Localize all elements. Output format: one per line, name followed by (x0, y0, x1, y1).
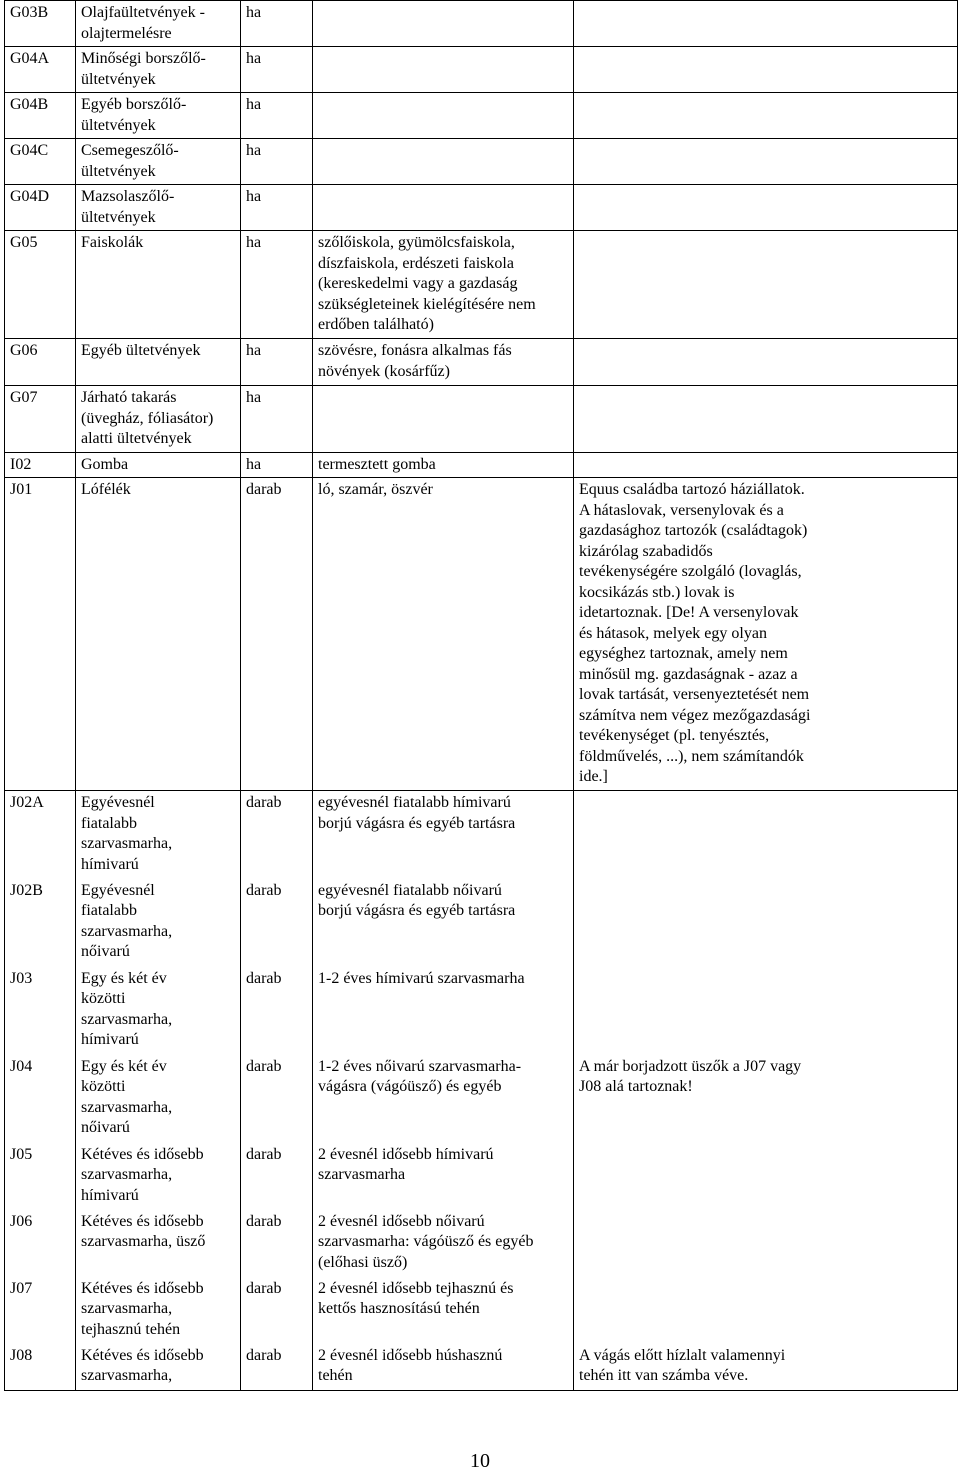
row-unit: ha (241, 453, 313, 478)
table-row (5, 47, 958, 93)
row-unit: ha (241, 185, 313, 231)
row-unit: darab (241, 1277, 313, 1344)
row-note (574, 339, 958, 386)
table-row (5, 185, 958, 231)
row-note: A már borjadzott üszők a J07 vagy J08 alá tartoznak! (574, 1055, 958, 1143)
row-unit: ha (241, 386, 313, 453)
table-row (5, 386, 958, 453)
row-description: szőlőiskola, gyümölcsfaiskola, díszfaiskola, erdészeti faiskola (kereskedelmi vagy a gazdaság szükségleteinek kielégítésére nem erdőben található) (313, 231, 574, 339)
row-name: Egyéb borszőlő- ültetvények (76, 93, 241, 139)
page-number: 10 (470, 1450, 490, 1472)
row-name: Járható takarás (üvegház, fóliasátor) alatti ültetvények (76, 386, 241, 453)
table-row (5, 1, 958, 47)
row-unit: ha (241, 93, 313, 139)
row-name: Olajfaültetvények - olajtermelésre (76, 1, 241, 47)
row-note (574, 185, 958, 231)
row-unit: darab (241, 1344, 313, 1391)
row-note: Equus családba tartozó háziállatok. A hátaslovak, versenylovak és a gazdasághoz tartozók (családtagok) kizárólag szabadidős tevékenységére szolgáló (lovaglás, kocsikázás stb.) lovak is idetartoznak. [De! A versenylovak és hátasok, melyek egy olyan egységhez tartoznak, amely nem minősül mg. gazdaságnak - azaz a lovak tartását, versenyeztetését nem számítva nem végez mezőgazdasági tevékenységet (pl. tenyésztés, földművelés, ...), nem számítandók ide.] (574, 478, 958, 791)
row-description: 1-2 éves hímivarú szarvasmarha (313, 967, 574, 1055)
row-note (574, 453, 958, 478)
row-note: A vágás előtt hízlalt valamennyi tehén itt van számba véve. (574, 1344, 958, 1391)
row-unit: ha (241, 339, 313, 386)
row-code: G04A (5, 47, 76, 93)
row-name: Egy és két év közötti szarvasmarha, hímivarú (76, 967, 241, 1055)
row-unit: darab (241, 1210, 313, 1277)
row-code: G07 (5, 386, 76, 453)
table-row (5, 339, 958, 386)
row-note (574, 1143, 958, 1210)
row-description: termesztett gomba (313, 453, 574, 478)
row-description: szövésre, fonásra alkalmas fás növények (kosárfűz) (313, 339, 574, 386)
row-code: J02A (5, 791, 76, 879)
table-row (5, 231, 958, 339)
row-code: G05 (5, 231, 76, 339)
row-note (574, 791, 958, 879)
table-row (5, 478, 958, 791)
row-name: Kétéves és idősebb szarvasmarha, tejhasznú tehén (76, 1277, 241, 1344)
row-name: Mazsolaszőlő- ültetvények (76, 185, 241, 231)
row-description: 2 évesnél idősebb húshasznú tehén (313, 1344, 574, 1391)
row-note (574, 386, 958, 453)
row-unit: ha (241, 231, 313, 339)
row-name: Kétéves és idősebb szarvasmarha, hímivarú (76, 1143, 241, 1210)
row-unit: ha (241, 139, 313, 185)
row-name: Faiskolák (76, 231, 241, 339)
row-description (313, 47, 574, 93)
table-row (5, 1210, 958, 1277)
row-name: Kétéves és idősebb szarvasmarha, üsző (76, 1210, 241, 1277)
row-code: J06 (5, 1210, 76, 1277)
row-description: egyévesnél fiatalabb nőivarú borjú vágásra és egyéb tartásra (313, 879, 574, 967)
row-note (574, 967, 958, 1055)
row-name: Csemegeszőlő- ültetvények (76, 139, 241, 185)
row-note (574, 1277, 958, 1344)
row-name: Egyévesnél fiatalabb szarvasmarha, nőivarú (76, 879, 241, 967)
row-unit: darab (241, 791, 313, 879)
row-description: 2 évesnél idősebb nőivarú szarvasmarha: vágóüsző és egyéb (előhasi üsző) (313, 1210, 574, 1277)
row-description: 1-2 éves nőivarú szarvasmarha- vágásra (vágóüsző) és egyéb (313, 1055, 574, 1143)
row-code: J08 (5, 1344, 76, 1391)
row-name: Lófélék (76, 478, 241, 791)
row-note (574, 1, 958, 47)
row-unit: darab (241, 478, 313, 791)
table-row (5, 879, 958, 967)
row-code: J05 (5, 1143, 76, 1210)
table-row (5, 139, 958, 185)
row-unit: darab (241, 1143, 313, 1210)
row-note (574, 1210, 958, 1277)
row-code: G03B (5, 1, 76, 47)
row-description (313, 93, 574, 139)
row-description (313, 386, 574, 453)
table-row (5, 1143, 958, 1210)
row-note (574, 47, 958, 93)
row-note (574, 139, 958, 185)
row-name: Minőségi borszőlő- ültetvények (76, 47, 241, 93)
row-name: Egyéb ültetvények (76, 339, 241, 386)
row-name: Gomba (76, 453, 241, 478)
row-description (313, 1, 574, 47)
row-name: Kétéves és idősebb szarvasmarha, (76, 1344, 241, 1391)
row-unit: darab (241, 1055, 313, 1143)
table-row (5, 1055, 958, 1143)
table-row (5, 453, 958, 478)
row-unit: darab (241, 879, 313, 967)
category-table (4, 0, 958, 1391)
row-code: J02B (5, 879, 76, 967)
row-note (574, 93, 958, 139)
row-description: 2 évesnél idősebb hímivarú szarvasmarha (313, 1143, 574, 1210)
row-description (313, 139, 574, 185)
table-row (5, 967, 958, 1055)
row-unit: darab (241, 967, 313, 1055)
row-note (574, 231, 958, 339)
row-description (313, 185, 574, 231)
row-code: J03 (5, 967, 76, 1055)
table-row (5, 791, 958, 879)
row-code: G04D (5, 185, 76, 231)
row-note (574, 879, 958, 967)
row-code: G06 (5, 339, 76, 386)
row-code: G04C (5, 139, 76, 185)
row-code: J01 (5, 478, 76, 791)
row-description: 2 évesnél idősebb tejhasznú és kettős hasznosítású tehén (313, 1277, 574, 1344)
row-code: I02 (5, 453, 76, 478)
row-name: Egyévesnél fiatalabb szarvasmarha, hímivarú (76, 791, 241, 879)
table-row (5, 1277, 958, 1344)
row-name: Egy és két év közötti szarvasmarha, nőivarú (76, 1055, 241, 1143)
table-row (5, 1344, 958, 1391)
table-row (5, 93, 958, 139)
row-description: egyévesnél fiatalabb hímivarú borjú vágásra és egyéb tartásra (313, 791, 574, 879)
row-unit: ha (241, 1, 313, 47)
row-code: J04 (5, 1055, 76, 1143)
row-code: G04B (5, 93, 76, 139)
row-code: J07 (5, 1277, 76, 1344)
row-description: ló, szamár, öszvér (313, 478, 574, 791)
row-unit: ha (241, 47, 313, 93)
